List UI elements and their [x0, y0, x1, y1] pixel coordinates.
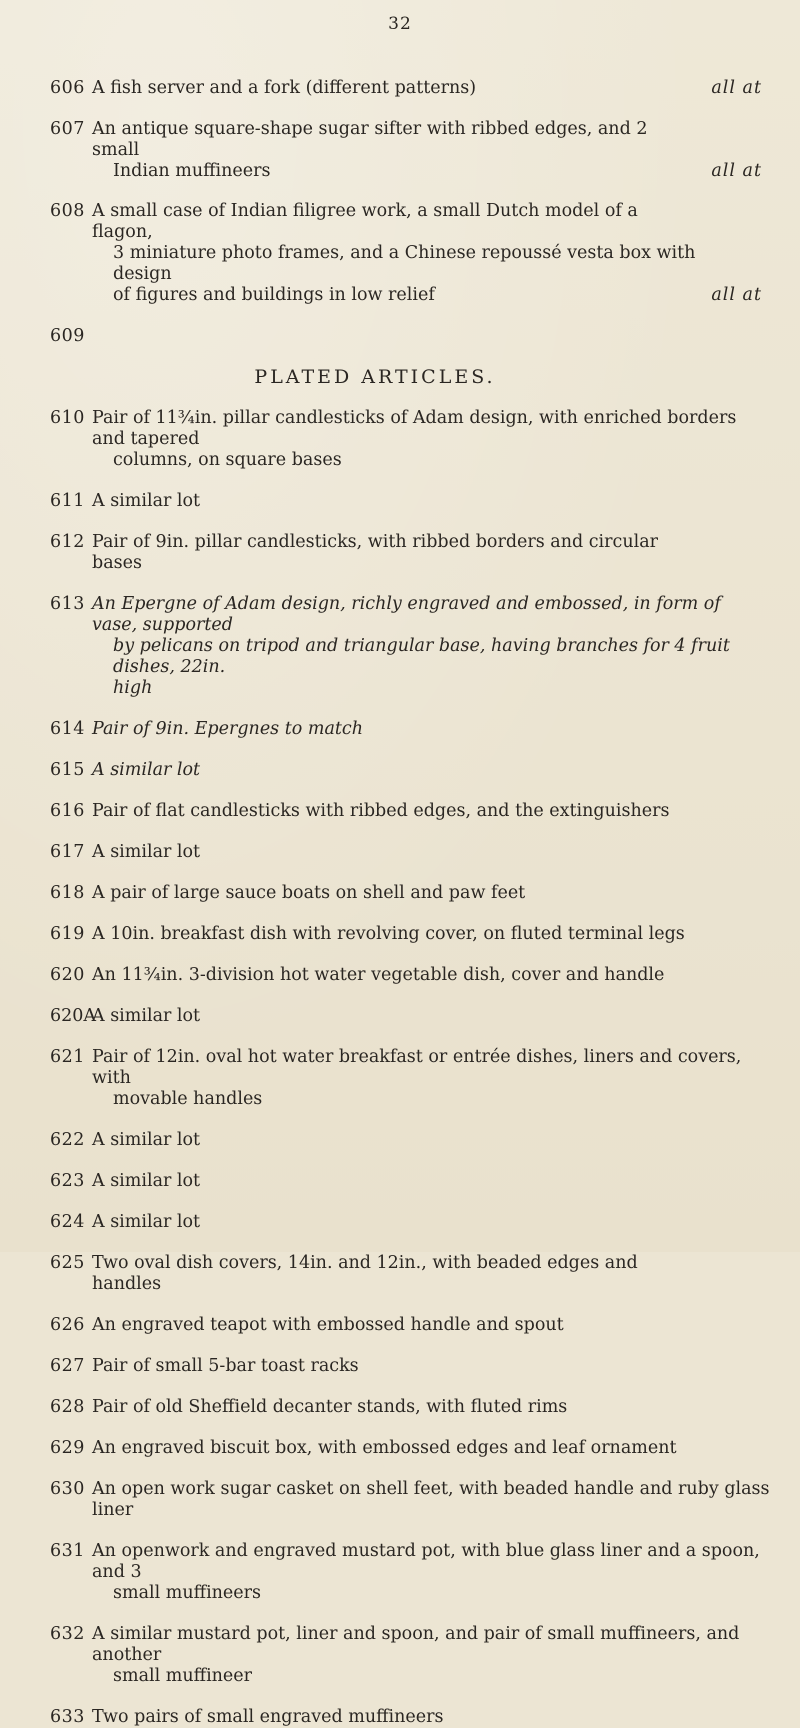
lot-number: 626 — [50, 1315, 85, 1335]
lot-description — [92, 201, 770, 306]
lot-number: 617 — [50, 842, 85, 862]
lot-text-continued: of figures and buildings in low relief — [113, 285, 435, 305]
lot-text: Two pairs of small engraved muffineers — [92, 1707, 444, 1727]
lot-630 — [50, 1479, 770, 1521]
lot-description — [92, 924, 770, 945]
lot-description — [92, 1212, 770, 1233]
lot-text: A similar lot — [92, 1130, 201, 1150]
page-number: 32 — [388, 14, 412, 34]
lot-description — [92, 408, 770, 471]
lot-number: 619 — [50, 924, 85, 944]
lot-text: A pair of large sauce boats on shell and paw feet — [92, 883, 526, 903]
lot-624 — [50, 1212, 770, 1233]
lot-625 — [50, 1253, 770, 1295]
lot-number: 618 — [50, 883, 85, 903]
lot-number: 616 — [50, 801, 85, 821]
lot-text-continued: by pelicans on tripod and triangular base, having branches for 4 fruit dishes, 22in. — [113, 636, 730, 677]
lot-number: 622 — [50, 1130, 85, 1150]
lot-description — [92, 532, 770, 574]
lot-description — [92, 1397, 770, 1418]
lot-description — [92, 1438, 770, 1459]
lot-number: 612 — [50, 532, 85, 552]
lot-price: all at — [711, 285, 762, 305]
lot-text: A small case of Indian filigree work, a small Dutch model of a flagon, — [92, 201, 638, 242]
lot-description — [92, 1315, 770, 1336]
lot-number: 609 — [50, 326, 85, 346]
lot-number: 630 — [50, 1479, 85, 1499]
lot-text: A similar lot — [92, 760, 201, 780]
lot-price: all at — [711, 78, 762, 98]
lot-622 — [50, 1130, 770, 1151]
lot-text: A similar lot — [92, 1006, 201, 1026]
lot-number: 627 — [50, 1356, 85, 1376]
lot-price: all at — [711, 161, 762, 181]
lot-number: 628 — [50, 1397, 85, 1417]
lot-description — [92, 883, 770, 904]
lot-611 — [50, 491, 770, 512]
lot-text: An Epergne of Adam design, richly engraved and embossed, in form of vase, supported — [92, 594, 721, 635]
lot-number: 606 — [50, 78, 85, 98]
lot-632 — [50, 1624, 770, 1687]
lot-description — [92, 1253, 770, 1295]
lot-description — [92, 326, 770, 347]
lot-631 — [50, 1541, 770, 1604]
lot-number: 607 — [50, 119, 85, 139]
lot-616 — [50, 801, 770, 822]
lot-text: A 10in. breakfast dish with revolving cover, on fluted terminal legs — [92, 924, 685, 944]
lot-633 — [50, 1707, 770, 1728]
lot-text-continued: small muffineer — [113, 1666, 253, 1686]
lot-number: 621 — [50, 1047, 85, 1067]
lot-description — [92, 1479, 770, 1521]
lot-text-continued: 3 miniature photo frames, and a Chinese repoussé vesta box with design — [113, 243, 696, 284]
lot-text-continued: Indian muffineers — [113, 161, 271, 181]
lot-description — [92, 965, 770, 986]
lot-613 — [50, 594, 770, 699]
lot-description — [92, 1356, 770, 1377]
lot-615 — [50, 760, 770, 781]
lot-number: 614 — [50, 719, 85, 739]
lot-620 — [50, 965, 770, 986]
lot-text: An engraved teapot with embossed handle and spout — [92, 1315, 564, 1335]
lot-text: An 11¾in. 3-division hot water vegetable dish, cover and handle — [92, 965, 665, 985]
lot-description — [92, 1047, 770, 1110]
lot-618 — [50, 883, 770, 904]
lot-620a — [50, 1006, 770, 1027]
lot-text: A similar lot — [92, 1212, 201, 1232]
lot-text: Pair of 11¾in. pillar candlesticks of Adam design, with enriched borders and tapered — [92, 408, 737, 449]
lot-description — [92, 1006, 770, 1027]
lot-609 — [50, 326, 770, 347]
lot-text: Pair of 9in. Epergnes to match — [92, 719, 363, 739]
lot-number: 620 — [50, 965, 85, 985]
lot-608 — [50, 201, 770, 306]
lot-number: 631 — [50, 1541, 85, 1561]
lot-number: 615 — [50, 760, 85, 780]
lot-text: An antique square-shape sugar sifter with ribbed edges, and 2 small — [92, 119, 648, 160]
lot-description — [92, 842, 770, 863]
lot-description — [92, 594, 770, 699]
lot-description — [92, 801, 770, 822]
lot-description — [92, 1707, 770, 1728]
lot-text: A similar mustard pot, liner and spoon, and pair of small muffineers, and another — [92, 1624, 740, 1665]
lot-number: 632 — [50, 1624, 85, 1644]
lot-description — [92, 719, 770, 740]
lot-text-continued: high — [113, 678, 153, 698]
lot-number: 608 — [50, 201, 85, 221]
lot-number: 624 — [50, 1212, 85, 1232]
lot-621 — [50, 1047, 770, 1110]
lot-number: 620A — [50, 1006, 97, 1026]
lot-text: Pair of flat candlesticks with ribbed edges, and the extinguishers — [92, 801, 670, 821]
lot-text: A fish server and a fork (different patterns) — [92, 78, 477, 98]
lot-number: 610 — [50, 408, 85, 428]
lot-text: Two oval dish covers, 14in. and 12in., with beaded edges and handles — [92, 1253, 638, 1294]
lot-description — [92, 1624, 770, 1687]
lot-text: A similar lot — [92, 1171, 201, 1191]
lot-619 — [50, 924, 770, 945]
lot-text: Pair of old Sheffield decanter stands, with fluted rims — [92, 1397, 568, 1417]
lot-627 — [50, 1356, 770, 1377]
lot-text: Pair of 9in. pillar candlesticks, with ribbed borders and circular bases — [92, 532, 658, 573]
lot-614 — [50, 719, 770, 740]
lot-description — [92, 119, 770, 182]
lot-617 — [50, 842, 770, 863]
lot-description — [92, 78, 770, 99]
lot-description — [92, 1171, 770, 1192]
lot-623 — [50, 1171, 770, 1192]
lot-text-continued: small muffineers — [113, 1583, 261, 1603]
section-heading: PLATED ARTICLES. — [254, 366, 496, 388]
lot-text: An openwork and engraved mustard pot, with blue glass liner and a spoon, and 3 — [92, 1541, 760, 1582]
lot-description — [92, 491, 770, 512]
lot-610 — [50, 408, 770, 471]
lot-629 — [50, 1438, 770, 1459]
lot-text-continued: columns, on square bases — [113, 450, 342, 470]
lot-description — [92, 760, 770, 781]
lot-626 — [50, 1315, 770, 1336]
lot-628 — [50, 1397, 770, 1418]
lot-number: 613 — [50, 594, 85, 614]
lot-606 — [50, 78, 770, 99]
lot-612 — [50, 532, 770, 574]
lot-number: 633 — [50, 1707, 85, 1727]
lot-list — [50, 78, 770, 1728]
lot-number: 623 — [50, 1171, 85, 1191]
lot-text: Pair of small 5-bar toast racks — [92, 1356, 359, 1376]
lot-text: An engraved biscuit box, with embossed edges and leaf ornament — [92, 1438, 677, 1458]
lot-text-continued: movable handles — [113, 1089, 263, 1109]
lot-text: An open work sugar casket on shell feet, with beaded handle and ruby glass liner — [92, 1479, 770, 1520]
lot-description — [92, 1130, 770, 1151]
lot-607 — [50, 119, 770, 182]
lot-number: 625 — [50, 1253, 85, 1273]
section-heading-row — [50, 367, 770, 388]
lot-number: 611 — [50, 491, 85, 511]
lot-text: A similar lot — [92, 491, 201, 511]
lot-text: Pair of 12in. oval hot water breakfast or entrée dishes, liners and covers, with — [92, 1047, 742, 1088]
lot-number: 629 — [50, 1438, 85, 1458]
lot-description — [92, 1541, 770, 1604]
lot-text: A similar lot — [92, 842, 201, 862]
